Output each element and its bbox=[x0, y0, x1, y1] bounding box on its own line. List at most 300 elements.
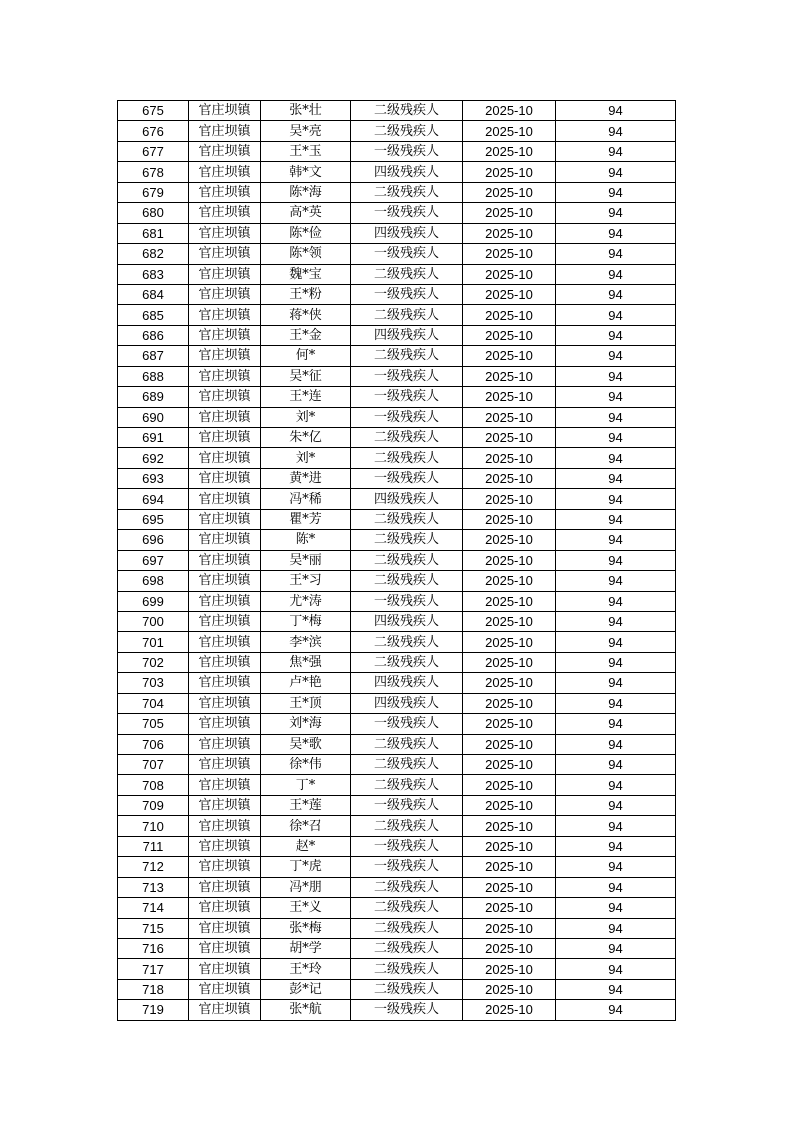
cell-amount: 94 bbox=[556, 857, 676, 877]
table-row bbox=[118, 509, 676, 529]
cell-amount: 94 bbox=[556, 1000, 676, 1020]
cell-period: 2025-10 bbox=[463, 795, 556, 815]
cell-disability-level: 四级残疾人 bbox=[351, 673, 463, 693]
cell-serial-number: 710 bbox=[118, 816, 189, 836]
cell-person-name: 胡*学 bbox=[261, 938, 351, 958]
cell-serial-number: 708 bbox=[118, 775, 189, 795]
cell-period: 2025-10 bbox=[463, 959, 556, 979]
table-row bbox=[118, 550, 676, 570]
cell-amount: 94 bbox=[556, 346, 676, 366]
table-row bbox=[118, 755, 676, 775]
cell-serial-number: 689 bbox=[118, 387, 189, 407]
cell-person-name: 吴*亮 bbox=[261, 121, 351, 141]
table-row bbox=[118, 141, 676, 161]
cell-amount: 94 bbox=[556, 836, 676, 856]
cell-amount: 94 bbox=[556, 162, 676, 182]
cell-town: 官庄坝镇 bbox=[189, 714, 261, 734]
cell-serial-number: 679 bbox=[118, 182, 189, 202]
cell-serial-number: 707 bbox=[118, 755, 189, 775]
table-row bbox=[118, 775, 676, 795]
cell-disability-level: 四级残疾人 bbox=[351, 693, 463, 713]
cell-serial-number: 677 bbox=[118, 141, 189, 161]
table-row bbox=[118, 877, 676, 897]
cell-disability-level: 二级残疾人 bbox=[351, 571, 463, 591]
cell-person-name: 魏*宝 bbox=[261, 264, 351, 284]
cell-serial-number: 701 bbox=[118, 632, 189, 652]
cell-disability-level: 四级残疾人 bbox=[351, 489, 463, 509]
cell-amount: 94 bbox=[556, 959, 676, 979]
cell-town: 官庄坝镇 bbox=[189, 571, 261, 591]
cell-person-name: 刘* bbox=[261, 407, 351, 427]
cell-disability-level: 二级残疾人 bbox=[351, 775, 463, 795]
table-row bbox=[118, 366, 676, 386]
cell-serial-number: 703 bbox=[118, 673, 189, 693]
cell-period: 2025-10 bbox=[463, 162, 556, 182]
cell-amount: 94 bbox=[556, 611, 676, 631]
cell-period: 2025-10 bbox=[463, 673, 556, 693]
cell-serial-number: 691 bbox=[118, 428, 189, 448]
cell-disability-level: 一级残疾人 bbox=[351, 203, 463, 223]
cell-disability-level: 二级残疾人 bbox=[351, 918, 463, 938]
cell-town: 官庄坝镇 bbox=[189, 141, 261, 161]
cell-period: 2025-10 bbox=[463, 979, 556, 999]
cell-disability-level: 一级残疾人 bbox=[351, 591, 463, 611]
cell-disability-level: 二级残疾人 bbox=[351, 979, 463, 999]
cell-period: 2025-10 bbox=[463, 223, 556, 243]
table-row bbox=[118, 652, 676, 672]
cell-person-name: 王*连 bbox=[261, 387, 351, 407]
cell-town: 官庄坝镇 bbox=[189, 734, 261, 754]
table-row bbox=[118, 632, 676, 652]
cell-town: 官庄坝镇 bbox=[189, 305, 261, 325]
cell-disability-level: 一级残疾人 bbox=[351, 468, 463, 488]
cell-person-name: 陈* bbox=[261, 530, 351, 550]
cell-period: 2025-10 bbox=[463, 938, 556, 958]
cell-town: 官庄坝镇 bbox=[189, 468, 261, 488]
table-row bbox=[118, 448, 676, 468]
cell-period: 2025-10 bbox=[463, 203, 556, 223]
cell-serial-number: 696 bbox=[118, 530, 189, 550]
cell-disability-level: 四级残疾人 bbox=[351, 325, 463, 345]
cell-serial-number: 688 bbox=[118, 366, 189, 386]
cell-town: 官庄坝镇 bbox=[189, 387, 261, 407]
table-row bbox=[118, 223, 676, 243]
cell-amount: 94 bbox=[556, 101, 676, 121]
cell-disability-level: 四级残疾人 bbox=[351, 162, 463, 182]
cell-disability-level: 一级残疾人 bbox=[351, 366, 463, 386]
cell-town: 官庄坝镇 bbox=[189, 836, 261, 856]
cell-person-name: 王*莲 bbox=[261, 795, 351, 815]
cell-amount: 94 bbox=[556, 632, 676, 652]
cell-person-name: 瞿*芳 bbox=[261, 509, 351, 529]
cell-disability-level: 二级残疾人 bbox=[351, 530, 463, 550]
table-row bbox=[118, 571, 676, 591]
cell-amount: 94 bbox=[556, 121, 676, 141]
table-row bbox=[118, 611, 676, 631]
cell-person-name: 卢*艳 bbox=[261, 673, 351, 693]
cell-disability-level: 一级残疾人 bbox=[351, 857, 463, 877]
cell-serial-number: 711 bbox=[118, 836, 189, 856]
cell-town: 官庄坝镇 bbox=[189, 938, 261, 958]
cell-serial-number: 687 bbox=[118, 346, 189, 366]
cell-period: 2025-10 bbox=[463, 836, 556, 856]
cell-period: 2025-10 bbox=[463, 550, 556, 570]
cell-town: 官庄坝镇 bbox=[189, 918, 261, 938]
cell-amount: 94 bbox=[556, 673, 676, 693]
table-row bbox=[118, 325, 676, 345]
cell-amount: 94 bbox=[556, 305, 676, 325]
cell-disability-level: 二级残疾人 bbox=[351, 734, 463, 754]
cell-serial-number: 702 bbox=[118, 652, 189, 672]
cell-period: 2025-10 bbox=[463, 366, 556, 386]
cell-disability-level: 二级残疾人 bbox=[351, 448, 463, 468]
cell-period: 2025-10 bbox=[463, 611, 556, 631]
cell-person-name: 朱*亿 bbox=[261, 428, 351, 448]
cell-period: 2025-10 bbox=[463, 898, 556, 918]
cell-disability-level: 一级残疾人 bbox=[351, 407, 463, 427]
cell-person-name: 王*顶 bbox=[261, 693, 351, 713]
cell-amount: 94 bbox=[556, 652, 676, 672]
cell-town: 官庄坝镇 bbox=[189, 652, 261, 672]
cell-person-name: 焦*强 bbox=[261, 652, 351, 672]
cell-town: 官庄坝镇 bbox=[189, 244, 261, 264]
cell-serial-number: 692 bbox=[118, 448, 189, 468]
table-row bbox=[118, 857, 676, 877]
cell-period: 2025-10 bbox=[463, 387, 556, 407]
cell-serial-number: 681 bbox=[118, 223, 189, 243]
cell-amount: 94 bbox=[556, 141, 676, 161]
cell-disability-level: 二级残疾人 bbox=[351, 877, 463, 897]
cell-serial-number: 690 bbox=[118, 407, 189, 427]
table-row bbox=[118, 1000, 676, 1020]
cell-disability-level: 四级残疾人 bbox=[351, 223, 463, 243]
cell-person-name: 黄*进 bbox=[261, 468, 351, 488]
cell-period: 2025-10 bbox=[463, 101, 556, 121]
cell-town: 官庄坝镇 bbox=[189, 264, 261, 284]
cell-town: 官庄坝镇 bbox=[189, 693, 261, 713]
cell-disability-level: 二级残疾人 bbox=[351, 898, 463, 918]
cell-town: 官庄坝镇 bbox=[189, 959, 261, 979]
cell-period: 2025-10 bbox=[463, 305, 556, 325]
cell-town: 官庄坝镇 bbox=[189, 755, 261, 775]
cell-town: 官庄坝镇 bbox=[189, 407, 261, 427]
cell-serial-number: 717 bbox=[118, 959, 189, 979]
cell-serial-number: 714 bbox=[118, 898, 189, 918]
cell-serial-number: 709 bbox=[118, 795, 189, 815]
cell-town: 官庄坝镇 bbox=[189, 346, 261, 366]
cell-serial-number: 700 bbox=[118, 611, 189, 631]
table-row bbox=[118, 918, 676, 938]
cell-town: 官庄坝镇 bbox=[189, 223, 261, 243]
cell-person-name: 赵* bbox=[261, 836, 351, 856]
cell-town: 官庄坝镇 bbox=[189, 325, 261, 345]
cell-disability-level: 二级残疾人 bbox=[351, 346, 463, 366]
cell-serial-number: 685 bbox=[118, 305, 189, 325]
cell-disability-level: 一级残疾人 bbox=[351, 284, 463, 304]
roster-table-body bbox=[118, 101, 676, 1021]
cell-amount: 94 bbox=[556, 264, 676, 284]
cell-period: 2025-10 bbox=[463, 693, 556, 713]
cell-disability-level: 二级残疾人 bbox=[351, 264, 463, 284]
cell-disability-level: 一级残疾人 bbox=[351, 714, 463, 734]
cell-period: 2025-10 bbox=[463, 428, 556, 448]
table-row bbox=[118, 203, 676, 223]
cell-town: 官庄坝镇 bbox=[189, 101, 261, 121]
cell-person-name: 何* bbox=[261, 346, 351, 366]
cell-disability-level: 二级残疾人 bbox=[351, 101, 463, 121]
cell-disability-level: 二级残疾人 bbox=[351, 959, 463, 979]
table-row bbox=[118, 714, 676, 734]
cell-person-name: 刘*海 bbox=[261, 714, 351, 734]
cell-town: 官庄坝镇 bbox=[189, 877, 261, 897]
cell-person-name: 高*英 bbox=[261, 203, 351, 223]
cell-serial-number: 680 bbox=[118, 203, 189, 223]
cell-serial-number: 716 bbox=[118, 938, 189, 958]
cell-town: 官庄坝镇 bbox=[189, 632, 261, 652]
cell-serial-number: 676 bbox=[118, 121, 189, 141]
cell-serial-number: 715 bbox=[118, 918, 189, 938]
cell-town: 官庄坝镇 bbox=[189, 898, 261, 918]
cell-town: 官庄坝镇 bbox=[189, 775, 261, 795]
cell-serial-number: 683 bbox=[118, 264, 189, 284]
cell-amount: 94 bbox=[556, 979, 676, 999]
table-row bbox=[118, 101, 676, 121]
cell-period: 2025-10 bbox=[463, 509, 556, 529]
cell-period: 2025-10 bbox=[463, 264, 556, 284]
cell-serial-number: 686 bbox=[118, 325, 189, 345]
cell-period: 2025-10 bbox=[463, 918, 556, 938]
cell-amount: 94 bbox=[556, 918, 676, 938]
cell-serial-number: 718 bbox=[118, 979, 189, 999]
cell-person-name: 蒋*侠 bbox=[261, 305, 351, 325]
cell-amount: 94 bbox=[556, 775, 676, 795]
cell-period: 2025-10 bbox=[463, 1000, 556, 1020]
table-row bbox=[118, 938, 676, 958]
cell-amount: 94 bbox=[556, 284, 676, 304]
cell-amount: 94 bbox=[556, 325, 676, 345]
cell-disability-level: 一级残疾人 bbox=[351, 1000, 463, 1020]
cell-amount: 94 bbox=[556, 714, 676, 734]
cell-period: 2025-10 bbox=[463, 877, 556, 897]
cell-person-name: 王*金 bbox=[261, 325, 351, 345]
table-row bbox=[118, 121, 676, 141]
cell-disability-level: 二级残疾人 bbox=[351, 938, 463, 958]
cell-period: 2025-10 bbox=[463, 714, 556, 734]
cell-period: 2025-10 bbox=[463, 121, 556, 141]
cell-disability-level: 二级残疾人 bbox=[351, 755, 463, 775]
cell-serial-number: 684 bbox=[118, 284, 189, 304]
cell-amount: 94 bbox=[556, 407, 676, 427]
cell-disability-level: 四级残疾人 bbox=[351, 611, 463, 631]
cell-town: 官庄坝镇 bbox=[189, 611, 261, 631]
cell-period: 2025-10 bbox=[463, 284, 556, 304]
cell-disability-level: 二级残疾人 bbox=[351, 550, 463, 570]
cell-town: 官庄坝镇 bbox=[189, 673, 261, 693]
cell-disability-level: 二级残疾人 bbox=[351, 816, 463, 836]
table-row bbox=[118, 734, 676, 754]
cell-disability-level: 二级残疾人 bbox=[351, 305, 463, 325]
cell-town: 官庄坝镇 bbox=[189, 366, 261, 386]
cell-person-name: 王*玉 bbox=[261, 141, 351, 161]
cell-person-name: 陈*领 bbox=[261, 244, 351, 264]
cell-person-name: 陈*俭 bbox=[261, 223, 351, 243]
cell-disability-level: 一级残疾人 bbox=[351, 244, 463, 264]
cell-period: 2025-10 bbox=[463, 448, 556, 468]
cell-person-name: 张*航 bbox=[261, 1000, 351, 1020]
cell-serial-number: 682 bbox=[118, 244, 189, 264]
cell-disability-level: 一级残疾人 bbox=[351, 141, 463, 161]
cell-town: 官庄坝镇 bbox=[189, 795, 261, 815]
cell-person-name: 张*梅 bbox=[261, 918, 351, 938]
cell-serial-number: 698 bbox=[118, 571, 189, 591]
cell-town: 官庄坝镇 bbox=[189, 121, 261, 141]
cell-amount: 94 bbox=[556, 244, 676, 264]
cell-period: 2025-10 bbox=[463, 632, 556, 652]
cell-disability-level: 二级残疾人 bbox=[351, 632, 463, 652]
table-row bbox=[118, 673, 676, 693]
table-row bbox=[118, 816, 676, 836]
cell-disability-level: 二级残疾人 bbox=[351, 509, 463, 529]
cell-disability-level: 一级残疾人 bbox=[351, 836, 463, 856]
table-row bbox=[118, 305, 676, 325]
cell-period: 2025-10 bbox=[463, 407, 556, 427]
cell-person-name: 丁* bbox=[261, 775, 351, 795]
cell-person-name: 丁*虎 bbox=[261, 857, 351, 877]
cell-disability-level: 二级残疾人 bbox=[351, 428, 463, 448]
cell-person-name: 尤*涛 bbox=[261, 591, 351, 611]
cell-person-name: 王*义 bbox=[261, 898, 351, 918]
table-row bbox=[118, 836, 676, 856]
cell-person-name: 王*粉 bbox=[261, 284, 351, 304]
cell-amount: 94 bbox=[556, 755, 676, 775]
table-row bbox=[118, 244, 676, 264]
cell-amount: 94 bbox=[556, 203, 676, 223]
table-row bbox=[118, 284, 676, 304]
cell-period: 2025-10 bbox=[463, 571, 556, 591]
cell-person-name: 陈*海 bbox=[261, 182, 351, 202]
cell-person-name: 李*滨 bbox=[261, 632, 351, 652]
cell-town: 官庄坝镇 bbox=[189, 182, 261, 202]
cell-amount: 94 bbox=[556, 366, 676, 386]
cell-amount: 94 bbox=[556, 571, 676, 591]
cell-serial-number: 678 bbox=[118, 162, 189, 182]
table-row bbox=[118, 489, 676, 509]
cell-town: 官庄坝镇 bbox=[189, 857, 261, 877]
cell-period: 2025-10 bbox=[463, 346, 556, 366]
subsidy-roster-table bbox=[117, 100, 676, 1021]
table-row bbox=[118, 898, 676, 918]
table-row bbox=[118, 387, 676, 407]
cell-amount: 94 bbox=[556, 489, 676, 509]
cell-period: 2025-10 bbox=[463, 857, 556, 877]
cell-town: 官庄坝镇 bbox=[189, 448, 261, 468]
cell-amount: 94 bbox=[556, 428, 676, 448]
table-row bbox=[118, 182, 676, 202]
cell-town: 官庄坝镇 bbox=[189, 509, 261, 529]
table-row bbox=[118, 468, 676, 488]
cell-person-name: 徐*伟 bbox=[261, 755, 351, 775]
cell-period: 2025-10 bbox=[463, 816, 556, 836]
cell-amount: 94 bbox=[556, 509, 676, 529]
cell-person-name: 王*玲 bbox=[261, 959, 351, 979]
table-row bbox=[118, 795, 676, 815]
cell-serial-number: 706 bbox=[118, 734, 189, 754]
cell-serial-number: 704 bbox=[118, 693, 189, 713]
cell-town: 官庄坝镇 bbox=[189, 530, 261, 550]
cell-person-name: 冯*朋 bbox=[261, 877, 351, 897]
table-row bbox=[118, 530, 676, 550]
cell-period: 2025-10 bbox=[463, 182, 556, 202]
cell-person-name: 张*壮 bbox=[261, 101, 351, 121]
cell-person-name: 徐*召 bbox=[261, 816, 351, 836]
cell-period: 2025-10 bbox=[463, 775, 556, 795]
cell-amount: 94 bbox=[556, 530, 676, 550]
cell-person-name: 韩*文 bbox=[261, 162, 351, 182]
cell-period: 2025-10 bbox=[463, 244, 556, 264]
cell-disability-level: 二级残疾人 bbox=[351, 182, 463, 202]
table-row bbox=[118, 264, 676, 284]
table-row bbox=[118, 979, 676, 999]
cell-period: 2025-10 bbox=[463, 489, 556, 509]
cell-serial-number: 695 bbox=[118, 509, 189, 529]
cell-person-name: 冯*稀 bbox=[261, 489, 351, 509]
cell-town: 官庄坝镇 bbox=[189, 550, 261, 570]
cell-town: 官庄坝镇 bbox=[189, 489, 261, 509]
cell-serial-number: 675 bbox=[118, 101, 189, 121]
cell-town: 官庄坝镇 bbox=[189, 979, 261, 999]
cell-amount: 94 bbox=[556, 877, 676, 897]
table-row bbox=[118, 959, 676, 979]
cell-amount: 94 bbox=[556, 795, 676, 815]
cell-disability-level: 一级残疾人 bbox=[351, 795, 463, 815]
cell-amount: 94 bbox=[556, 938, 676, 958]
cell-town: 官庄坝镇 bbox=[189, 1000, 261, 1020]
cell-town: 官庄坝镇 bbox=[189, 816, 261, 836]
cell-serial-number: 697 bbox=[118, 550, 189, 570]
cell-disability-level: 二级残疾人 bbox=[351, 121, 463, 141]
cell-period: 2025-10 bbox=[463, 325, 556, 345]
cell-amount: 94 bbox=[556, 448, 676, 468]
cell-amount: 94 bbox=[556, 468, 676, 488]
cell-period: 2025-10 bbox=[463, 530, 556, 550]
cell-person-name: 吴*歌 bbox=[261, 734, 351, 754]
cell-person-name: 丁*梅 bbox=[261, 611, 351, 631]
cell-serial-number: 699 bbox=[118, 591, 189, 611]
cell-town: 官庄坝镇 bbox=[189, 591, 261, 611]
cell-amount: 94 bbox=[556, 591, 676, 611]
table-row bbox=[118, 346, 676, 366]
cell-person-name: 吴*丽 bbox=[261, 550, 351, 570]
cell-person-name: 王*习 bbox=[261, 571, 351, 591]
cell-amount: 94 bbox=[556, 693, 676, 713]
cell-town: 官庄坝镇 bbox=[189, 428, 261, 448]
cell-serial-number: 705 bbox=[118, 714, 189, 734]
cell-amount: 94 bbox=[556, 223, 676, 243]
cell-period: 2025-10 bbox=[463, 652, 556, 672]
cell-period: 2025-10 bbox=[463, 141, 556, 161]
cell-period: 2025-10 bbox=[463, 468, 556, 488]
cell-amount: 94 bbox=[556, 550, 676, 570]
cell-period: 2025-10 bbox=[463, 755, 556, 775]
cell-period: 2025-10 bbox=[463, 591, 556, 611]
table-row bbox=[118, 162, 676, 182]
cell-person-name: 彭*记 bbox=[261, 979, 351, 999]
table-row bbox=[118, 693, 676, 713]
cell-amount: 94 bbox=[556, 734, 676, 754]
cell-person-name: 吴*征 bbox=[261, 366, 351, 386]
cell-period: 2025-10 bbox=[463, 734, 556, 754]
cell-disability-level: 一级残疾人 bbox=[351, 387, 463, 407]
